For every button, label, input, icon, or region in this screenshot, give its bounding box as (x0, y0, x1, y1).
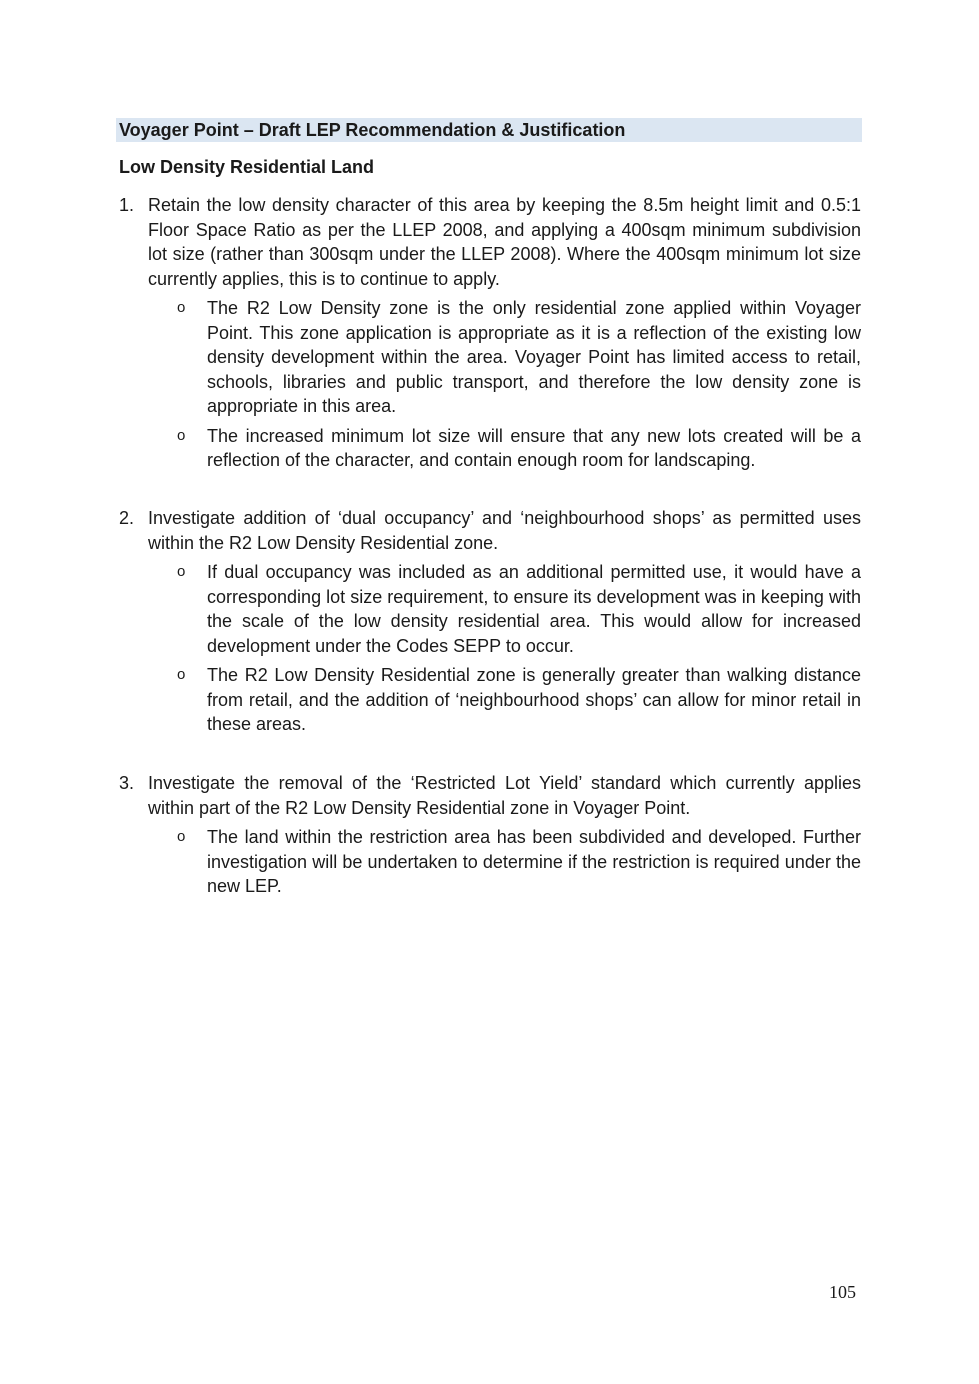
bullet-text: The land within the restriction area has been subdivided and developed. Further investigation will be undertaken to determine if the restriction is required under the new LEP. (207, 827, 861, 896)
list-item-3 (119, 771, 861, 899)
bullet-icon: o (177, 426, 186, 444)
bullet-item (119, 424, 861, 473)
list-item-1 (119, 193, 861, 473)
bullet-icon: o (177, 563, 186, 580)
item-number: 1. (119, 195, 135, 215)
bullet-item (119, 560, 861, 658)
item-number: 3. (119, 773, 135, 793)
section-subheading: Low Density Residential Land (119, 157, 375, 177)
bullet-item (119, 663, 861, 737)
bullet-text: The R2 Low Density zone is the only residential zone applied within Voyager Point. This zone application is appropriate as it is a reflection of the existing low density development within the area. Voyager Point has limited access to retail, schools, libraries and public transport, and therefore the low density zone is appropriate in this area. (207, 298, 861, 416)
bullet-item (119, 825, 861, 899)
bullet-icon: o (177, 299, 186, 316)
bullet-text: The R2 Low Density Residential zone is generally greater than walking distance from retail, and the addition of ‘neighbourhood shops’ can allow for minor retail in these areas. (207, 665, 861, 734)
bullet-text: If dual occupancy was included as an additional permitted use, it would have a corresponding lot size requirement, to ensure its development was in keeping with the scale of the low density residential area. This would allow for increased development under the Codes SEPP to occur. (207, 562, 861, 656)
page-heading: Voyager Point – Draft LEP Recommendation & Justification (119, 120, 626, 140)
page-number: 105 (829, 1282, 856, 1302)
bullet-text: The increased minimum lot size will ensure that any new lots created will be a reflection of the character, and contain enough room for landscaping. (207, 425, 861, 470)
bullet-item (119, 296, 861, 419)
item-text: Retain the low density character of this area by keeping the 8.5m height limit and 0.5:1 Floor Space Ratio as per the LLEP 2008, and applying a 400sqm minimum subdivision lot size (rather than 300sqm under the LLEP 2008). Where the 400sqm minimum lot size currently applies, this is to continue to apply. (148, 195, 861, 289)
item-text: Investigate the removal of the ‘Restricted Lot Yield’ standard which currently applies within part of the R2 Low Density Residential zone in Voyager Point. (148, 773, 861, 818)
bullet-icon: o (177, 666, 186, 683)
item-number: 2. (119, 508, 135, 528)
list-item-2 (119, 506, 861, 737)
bullet-icon: o (177, 828, 186, 845)
item-text: Investigate addition of ‘dual occupancy’ and ‘neighbourhood shops’ as permitted uses within the R2 Low Density Residential zone. (148, 508, 861, 553)
